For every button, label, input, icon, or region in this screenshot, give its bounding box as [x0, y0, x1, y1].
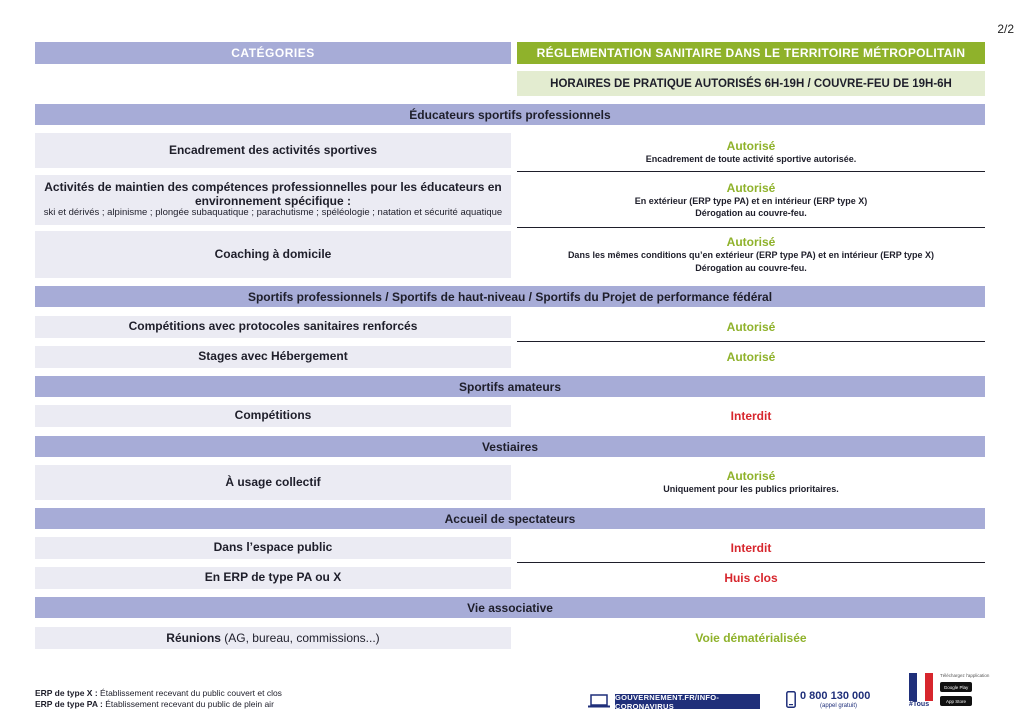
category-cell: [35, 231, 511, 278]
section-title: Sportifs professionnels / Sportifs de haut-niveau / Sportifs du Projet de performance fédéral: [35, 286, 985, 307]
category-label: Compétitions: [234, 408, 312, 423]
status-label: Interdit: [730, 409, 772, 423]
category-label: Activités de maintien des compétences professionnelles pour les éducateurs en environnement spécifique :: [44, 179, 502, 208]
rule-detail: Dérogation au couvre-feu.: [695, 208, 807, 218]
header-hours: HORAIRES DE PRATIQUE AUTORISÉS 6H-19H / COUVRE-FEU DE 19H-6H: [517, 71, 985, 96]
section-title: Éducateurs sportifs professionnels: [35, 104, 985, 125]
google-play-button[interactable]: Google Play: [940, 682, 972, 692]
row-divider: [517, 341, 985, 342]
rule-cell: [517, 231, 985, 278]
header-regulation: RÉGLEMENTATION SANITAIRE DANS LE TERRITOIRE MÉTROPOLITAIN: [517, 42, 985, 64]
rule-cell: [517, 405, 985, 427]
status-label: Autorisé: [726, 320, 776, 334]
category-label: Dans l’espace public: [213, 540, 333, 555]
rule-detail: En extérieur (ERP type PA) et en intérieur (ERP type X): [634, 195, 868, 206]
laptop-icon: [588, 694, 610, 708]
footer-erp-legend: [35, 688, 282, 711]
category-cell: [35, 405, 511, 427]
category-label: Stages avec Hébergement: [198, 349, 348, 364]
status-label: Autorisé: [726, 350, 776, 364]
row-divider: [517, 562, 985, 563]
rule-cell: [517, 567, 985, 589]
app-store-button[interactable]: App Store: [940, 696, 972, 706]
row-divider: [517, 171, 985, 172]
phone-number: 0 800 130 000: [800, 690, 871, 702]
status-label: Voie dématérialisée: [695, 631, 807, 645]
category-cell: [35, 316, 511, 338]
category-label: En ERP de type PA ou X: [204, 570, 342, 585]
rule-cell: [517, 316, 985, 338]
status-label: Autorisé: [726, 235, 776, 250]
gov-url-link[interactable]: GOUVERNEMENT.FR/INFO-CORONAVIRUS: [615, 694, 760, 709]
erp-x-label: ERP de type X :: [35, 688, 98, 698]
erp-x-text: Établissement recevant du public couvert et clos: [97, 688, 282, 698]
rule-cell: [517, 346, 985, 368]
category-label: Encadrement des activités sportives: [168, 142, 378, 157]
rule-cell: [517, 465, 985, 500]
category-cell: [35, 627, 511, 649]
erp-pa-label: ERP de type PA :: [35, 699, 103, 710]
category-label: Coaching à domicile: [214, 246, 332, 261]
category-small-label: ski et dérivés ; alpinisme ; plongée subaquatique ; parachutisme ; spéléologie ; natation et sécurité aquatique: [43, 207, 503, 219]
store-label: Téléchargez l'application: [940, 673, 990, 678]
rule-cell: [517, 175, 985, 225]
category-label: Compétitions avec protocoles sanitaires renforcés: [128, 319, 418, 334]
phone-note: (appel gratuit): [820, 703, 858, 709]
page-number: 2/2: [997, 22, 1014, 36]
status-label: Autorisé: [726, 469, 776, 484]
section-title: Accueil de spectateurs: [35, 508, 985, 529]
section-title: Sportifs amateurs: [35, 376, 985, 397]
category-cell: [35, 465, 511, 500]
rule-detail: Dérogation au couvre-feu.: [695, 262, 807, 273]
phone-icon: [786, 691, 796, 708]
section-title: Vestiaires: [35, 436, 985, 457]
erp-pa-text: Établissement recevant du public de plein air: [102, 699, 274, 710]
rule-detail: Uniquement pour les publics prioritaires.: [663, 484, 839, 495]
category-cell: [35, 175, 511, 225]
status-label: Interdit: [730, 541, 772, 555]
status-label: Autorisé: [726, 180, 776, 195]
category-cell: [35, 346, 511, 368]
rule-detail: Dans les mêmes conditions qu’en extérieur (ERP type PA) et en intérieur (ERP type X): [567, 250, 935, 261]
category-cell: [35, 133, 511, 168]
category-cell: [35, 537, 511, 559]
row-divider: [517, 227, 985, 228]
category-label: À usage collectif: [225, 474, 321, 489]
status-label: Huis clos: [724, 571, 778, 585]
tous-logo: #Tous: [909, 701, 930, 708]
rule-cell: [517, 537, 985, 559]
section-title: Vie associative: [35, 597, 985, 618]
category-suffix: (AG, bureau, commissions...): [220, 631, 380, 645]
rule-cell: [517, 627, 985, 649]
status-label: Autorisé: [726, 138, 776, 153]
rule-cell: [517, 133, 985, 171]
category-label: Réunions: [166, 631, 221, 645]
category-cell: [35, 567, 511, 589]
french-flag-icon: [909, 673, 933, 701]
rule-detail: Encadrement de toute activité sportive autorisée.: [645, 153, 857, 164]
header-categories: CATÉGORIES: [35, 42, 511, 64]
